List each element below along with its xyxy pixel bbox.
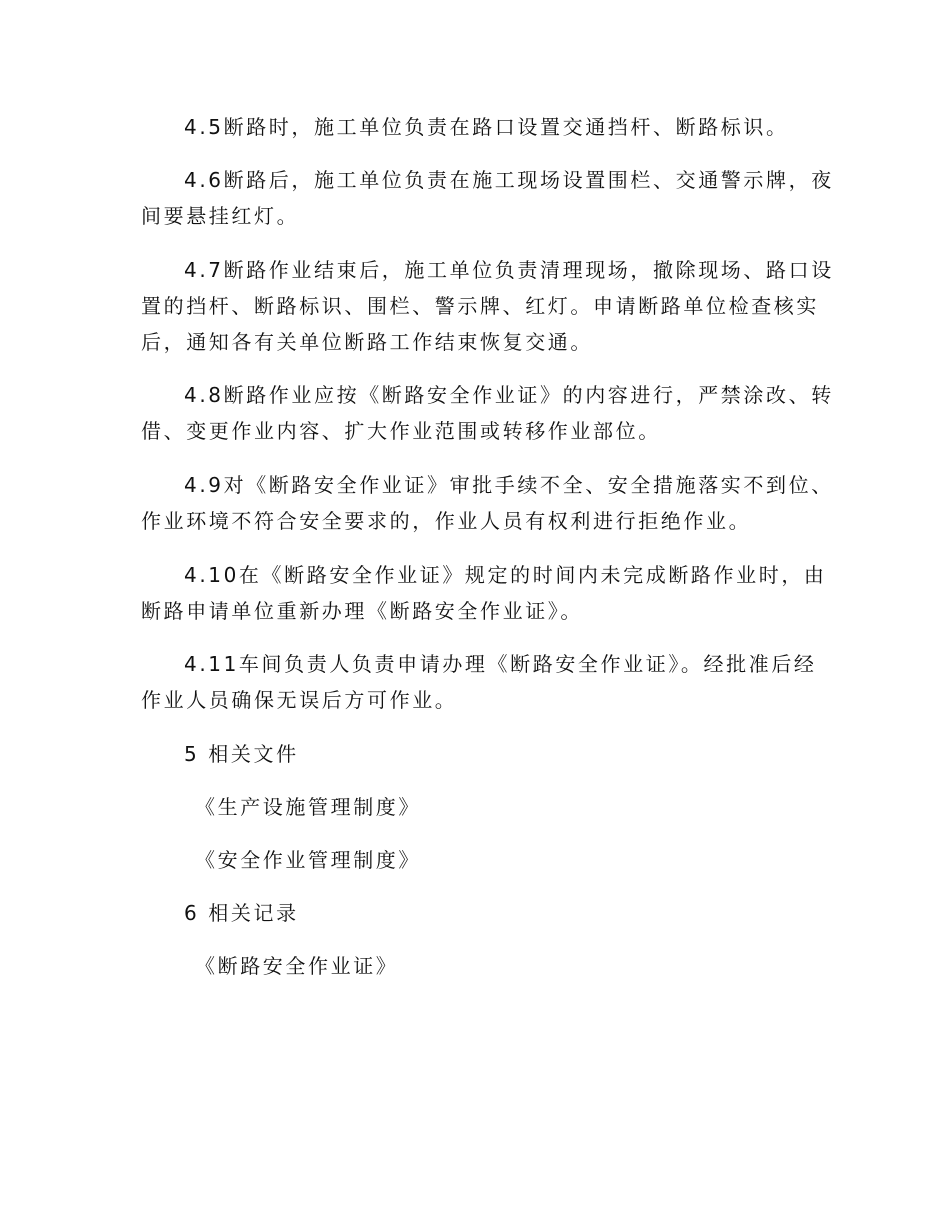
clause-line: 4.10在《断路安全作业证》规定的时间内未完成断路作业时，由 [184, 563, 827, 587]
clause-line: 作业环境不符合安全要求的，作业人员有权利进行拒绝作业。 [141, 509, 752, 533]
clause-4-5 [141, 109, 811, 145]
clause-line: 借、变更作业内容、扩大作业范围或转移作业部位。 [141, 419, 661, 443]
clause-4-6 [141, 162, 834, 234]
related-document-item: 《生产设施管理制度》 [195, 795, 421, 819]
clause-line: 作业人员确保无误后方可作业。 [141, 688, 458, 712]
clause-line: 后，通知各有关单位断路工作结束恢复交通。 [141, 330, 593, 354]
clause-4-9 [141, 467, 834, 539]
clause-line: 4.11车间负责人负责申请办理《断路安全作业证》。经批准后经 [184, 652, 817, 676]
clause-line: 4.5断路时，施工单位负责在路口设置交通挡杆、断路标识。 [184, 115, 789, 139]
clause-line: 置的挡杆、断路标识、围栏、警示牌、红灯。申请断路单位检查核实 [141, 294, 819, 318]
related-record-item: 《断路安全作业证》 [195, 954, 399, 978]
clause-line: 4.9对《断路安全作业证》审批手续不全、安全措施落实不到位、 [184, 473, 834, 497]
related-document-item: 《安全作业管理制度》 [195, 848, 421, 872]
section-5-heading: 5 相关文件 [184, 742, 299, 766]
clause-line: 4.7断路作业结束后，施工单位负责清理现场，撤除现场、路口设 [184, 258, 834, 282]
clause-4-11 [141, 646, 817, 718]
clause-4-7 [141, 252, 834, 360]
clause-4-8 [141, 377, 834, 449]
clause-4-10 [141, 557, 827, 629]
clause-line: 4.6断路后，施工单位负责在施工现场设置围栏、交通警示牌，夜 [184, 168, 834, 192]
clause-line: 间要悬挂红灯。 [141, 204, 300, 228]
clause-line: 4.8断路作业应按《断路安全作业证》的内容进行，严禁涂改、转 [184, 383, 834, 407]
section-6-heading: 6 相关记录 [184, 901, 299, 925]
clause-line: 断路申请单位重新办理《断路安全作业证》。 [141, 599, 583, 623]
